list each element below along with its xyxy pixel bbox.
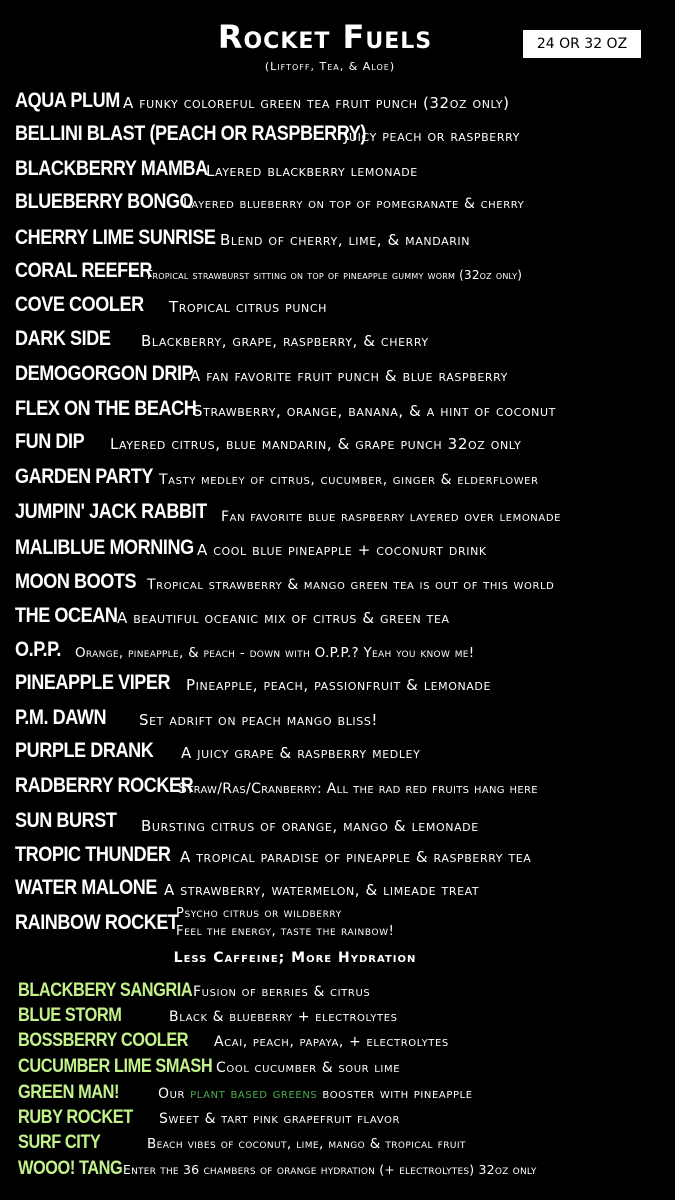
item-name: THE OCEAN [15, 604, 118, 627]
item-desc: Juicy peach or raspberry [344, 127, 520, 145]
item-name: BLUE STORM [18, 1005, 122, 1026]
item-name: COVE COOLER [15, 293, 144, 316]
item-name: MOON BOOTS [15, 570, 137, 593]
item-name: BLACKBERY SANGRIA [18, 980, 193, 1001]
item-desc: Enter the 36 chambers of orange hydration (+ electrolytes) 32oz only [123, 1162, 537, 1177]
item-desc-2: Feel the energy, taste the rainbow! [176, 924, 395, 939]
item-name: JUMPIN' JACK RABBIT [15, 500, 207, 523]
item-name: FLEX ON THE BEACH [15, 397, 197, 420]
item-desc: Our plant based greens booster with pineapple [158, 1086, 473, 1102]
item-name: CUCUMBER LIME SMASH [18, 1056, 213, 1077]
item-name: BLACKBERRY MAMBA [15, 157, 208, 180]
item-desc: Strawberry, orange, banana, & a hint of coconut [193, 402, 556, 420]
item-desc: Psycho citrus or wildberry [176, 906, 342, 921]
item-desc: A juicy grape & raspberry medley [181, 744, 421, 762]
item-name: CORAL REEFER [15, 259, 152, 282]
item-name: CHERRY LIME SUNRISE [15, 226, 216, 249]
item-desc: Tropical strawburst sitting on top of pineapple gummy worm (32oz only) [145, 268, 523, 282]
item-name: BLUEBERRY BONGO [15, 190, 194, 213]
item-desc: Black & blueberry + electrolytes [169, 1009, 398, 1025]
section-title-hydration: Less Caffeine; More Hydration [173, 950, 417, 966]
item-name: SUN BURST [15, 809, 117, 832]
item-name: FUN DIP [15, 430, 85, 453]
item-desc: A strawberry, watermelon, & limeade treat [164, 881, 480, 899]
page-title: Rocket Fuels [217, 18, 433, 56]
item-desc: Fusion of berries & citrus [193, 984, 371, 1000]
item-name: RUBY ROCKET [18, 1107, 133, 1128]
item-name: WOOO! TANG [18, 1158, 123, 1179]
item-desc: Pineapple, peach, passionfruit & lemonade [186, 676, 492, 694]
item-name: P.M. DAWN [15, 706, 107, 729]
item-name: DARK SIDE [15, 327, 111, 350]
item-name: AQUA PLUM [15, 89, 120, 112]
item-name: TROPIC THUNDER [15, 843, 171, 866]
item-name: RAINBOW ROCKET [15, 911, 179, 934]
item-desc: Layered blackberry lemonade [206, 162, 418, 180]
item-desc: Blackberry, grape, raspberry, & cherry [141, 332, 429, 350]
item-name: PURPLE DRANK [15, 739, 154, 762]
item-desc: Tasty medley of citrus, cucumber, ginger & elderflower [159, 472, 539, 488]
item-desc: Beach vibes of coconut, lime, mango & tropical fruit [147, 1136, 466, 1152]
item-desc: A beautiful oceanic mix of citrus & green tea [117, 609, 450, 627]
item-desc: A cool blue pineapple + coconurt drink [197, 541, 487, 559]
item-desc: Acai, peach, papaya, + electrolytes [214, 1034, 449, 1050]
page-subtitle: (Liftoff, Tea, & Aloe) [264, 60, 396, 73]
item-desc: A tropical paradise of pineapple & raspberry tea [180, 848, 532, 866]
item-desc: Orange, pineapple, & peach - down with O.P.P.? Yeah you know me! [75, 645, 475, 661]
item-desc: Set adrift on peach mango bliss! [139, 711, 379, 729]
item-desc: Blend of cherry, lime, & mandarin [220, 231, 471, 249]
item-desc: Tropical citrus punch [169, 298, 327, 316]
item-desc: A fan favorite fruit punch & blue raspberry [190, 367, 509, 385]
item-name: GARDEN PARTY [15, 465, 153, 488]
item-name: SURF CITY [18, 1132, 101, 1153]
item-desc: Cool cucumber & sour lime [216, 1060, 401, 1076]
item-name: MALIBLUE MORNING [15, 536, 194, 559]
item-desc: Layered blueberry on top of pomegranate & cherry [183, 196, 525, 212]
item-desc: Bursting citrus of orange, mango & lemonade [141, 817, 479, 835]
item-name: RADBERRY ROCKER [15, 774, 194, 797]
item-name: PINEAPPLE VIPER [15, 671, 171, 694]
item-desc: Sweet & tart pink grapefruit flavor [159, 1111, 401, 1127]
item-desc: Straw/Ras/Cranberry: All the rad red fruits hang here [178, 781, 538, 797]
item-desc: Layered citrus, blue mandarin, & grape punch 32oz only [110, 435, 522, 453]
item-name: O.P.P. [15, 638, 61, 661]
item-desc: Fan favorite blue raspberry layered over lemonade [221, 509, 562, 525]
item-name: BELLINI BLAST (PEACH OR RASPBERRY) [15, 122, 366, 145]
item-desc: Tropical strawberry & mango green tea is out of this world [147, 577, 555, 593]
item-name: BOSSBERRY COOLER [18, 1030, 189, 1051]
highlight-plant-based-greens: plant based greens [190, 1086, 318, 1102]
item-name: DEMOGORGON DRIP [15, 362, 194, 385]
item-name: WATER MALONE [15, 876, 157, 899]
item-name: GREEN MAN! [18, 1082, 120, 1103]
size-badge: 24 OR 32 OZ [523, 30, 641, 58]
item-desc: A funky coloreful green tea fruit punch (32oz only) [123, 94, 510, 112]
